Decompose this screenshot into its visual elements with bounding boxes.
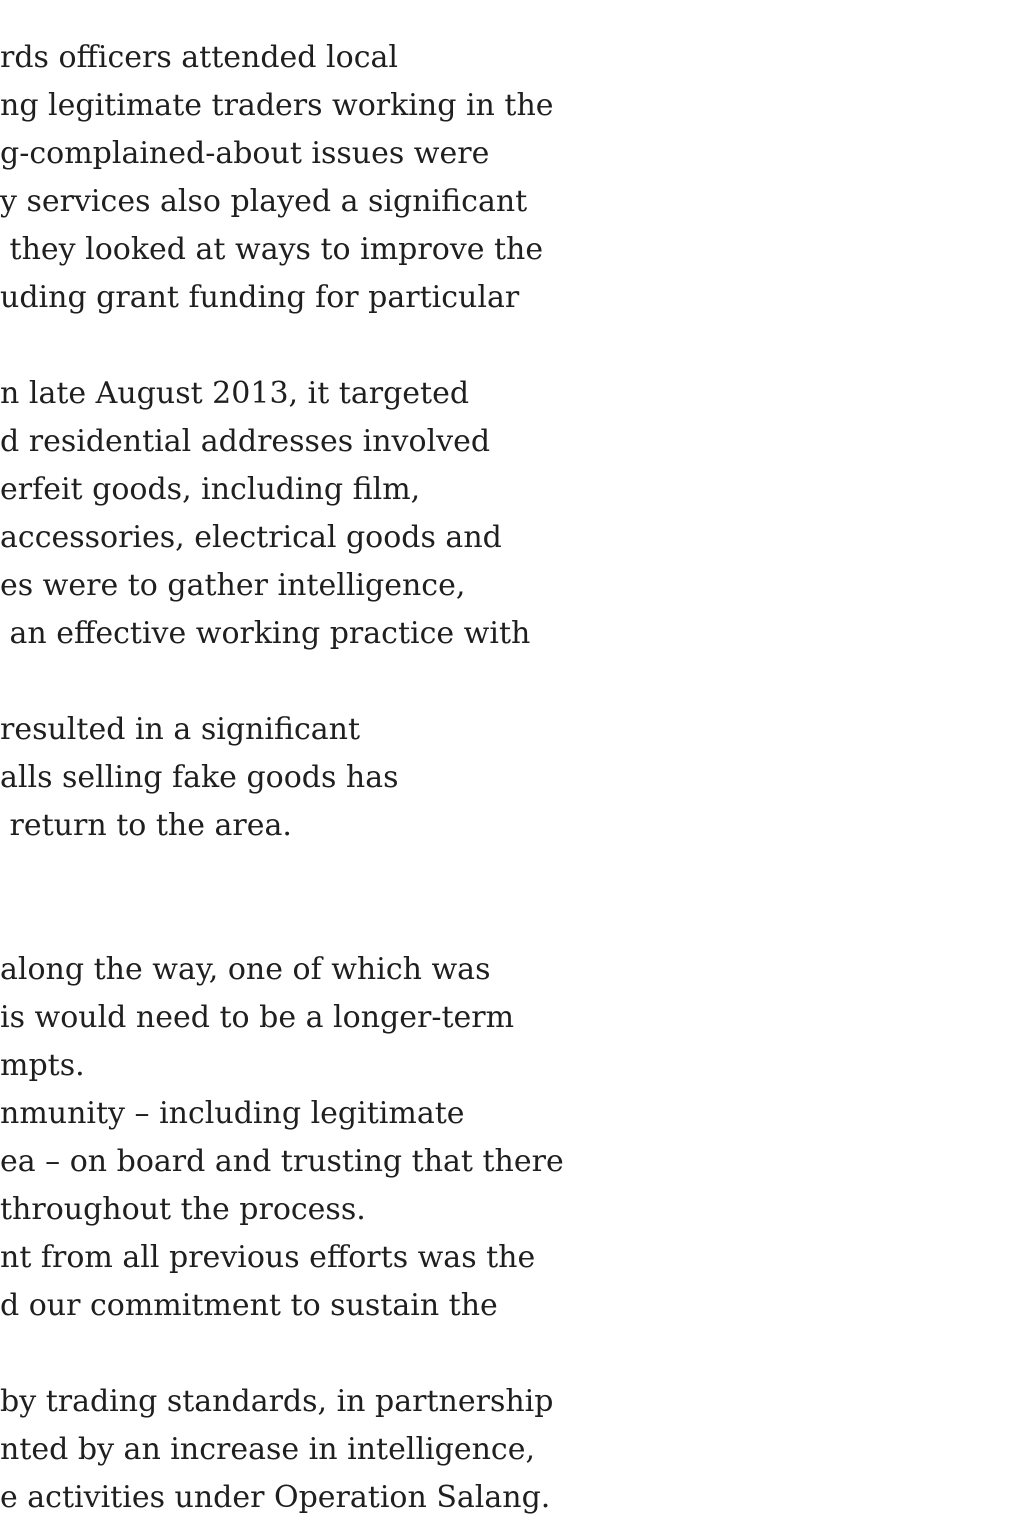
paragraph-2-line-3: erfeit goods, including film,	[0, 472, 421, 507]
paragraph-5-line-3: e activities under Operation Salang.	[0, 1480, 551, 1515]
paragraph-1-line-4: y services also played a significant	[0, 184, 528, 219]
paragraph-4-line-2: is would need to be a longer-term	[0, 1000, 515, 1035]
paragraph-5-line-2: nted by an increase in intelligence,	[0, 1432, 536, 1467]
paragraph-1-line-1: rds officers attended local	[0, 40, 398, 75]
paragraph-3-line-1: resulted in a significant	[0, 712, 361, 747]
paragraph-1-line-3: g-complained-about issues were	[0, 136, 490, 171]
paragraph-1-line-6: uding grant funding for particular	[0, 280, 520, 315]
paragraph-3-line-3: return to the area.	[0, 808, 292, 843]
paragraph-2-line-6: an effective working practice with	[0, 616, 531, 651]
paragraph-2-line-4: accessories, electrical goods and	[0, 520, 502, 555]
paragraph-1-line-2: ng legitimate traders working in the	[0, 88, 554, 123]
paragraph-4-line-1: along the way, one of which was	[0, 952, 491, 987]
paragraph-3-line-2: alls selling fake goods has	[0, 760, 399, 795]
paragraph-1-line-5: they looked at ways to improve the	[0, 232, 544, 267]
paragraph-4-line-7: nt from all previous efforts was the	[0, 1240, 536, 1275]
paragraph-4-line-6: throughout the process.	[0, 1192, 366, 1227]
paragraph-2-line-2: d residential addresses involved	[0, 424, 491, 459]
paragraph-4-line-3: mpts.	[0, 1048, 85, 1083]
paragraph-2-line-5: es were to gather intelligence,	[0, 568, 466, 603]
paragraph-2-line-1: n late August 2013, it targeted	[0, 376, 470, 411]
paragraph-4-line-5: ea – on board and trusting that there	[0, 1144, 564, 1179]
paragraph-5-line-1: by trading standards, in partnership	[0, 1384, 554, 1419]
paragraph-4-line-8: d our commitment to sustain the	[0, 1288, 498, 1323]
paragraph-4-line-4: nmunity – including legitimate	[0, 1096, 465, 1131]
